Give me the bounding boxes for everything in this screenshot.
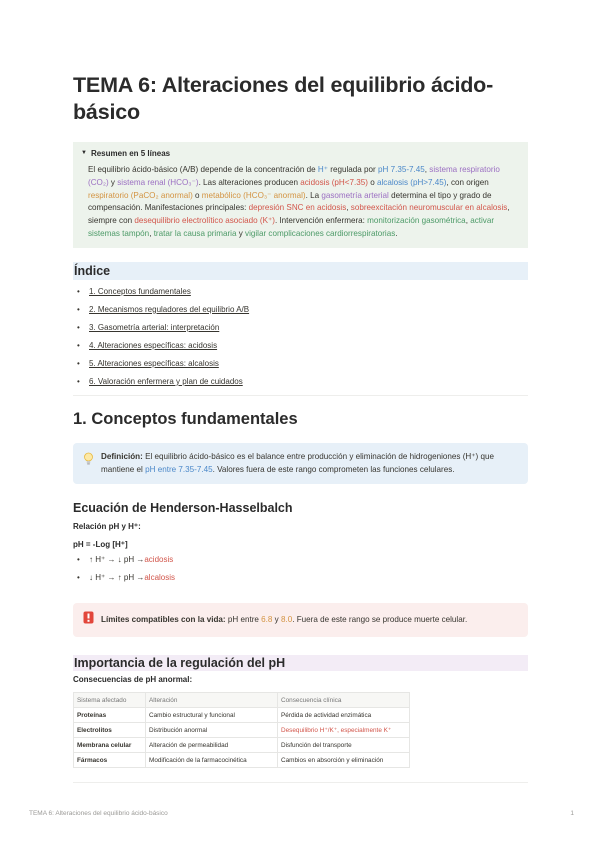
consequences-table [73, 692, 410, 768]
table-cell: Disfunción del transporte [278, 738, 410, 753]
index-list [73, 285, 528, 393]
limits-text-part: y [272, 614, 281, 624]
definition-highlight: pH entre 7.35-7.45 [145, 464, 213, 474]
summary-segment: pH 7.35-7.45 [378, 165, 425, 174]
alert-icon [83, 611, 101, 629]
list-item-accent: alcalosis [144, 573, 176, 583]
summary-segment: . La [305, 190, 322, 200]
summary-segment: gasometría arterial [321, 190, 389, 200]
definition-label: Definición: [101, 451, 143, 461]
definition-callout [73, 443, 528, 485]
summary-heading: Resumen en 5 líneas [90, 148, 171, 158]
col-header: Consecuencia clínica [278, 693, 410, 708]
summary-segment: , [149, 228, 154, 238]
importance-heading: Importancia de la regulación del pH [73, 655, 528, 671]
index-item[interactable] [77, 375, 528, 393]
limits-value-min: 6.8 [261, 614, 273, 624]
list-item-text: ↑ H⁺ → ↓ pH → [89, 555, 145, 565]
table-cell: Membrana celular [74, 738, 146, 753]
summary-segment: desequilibrio electrolítico asociado (K⁺) [134, 216, 275, 226]
summary-segment: vigilar complicaciones cardiorrespiratorias [245, 228, 396, 238]
list-item [77, 555, 528, 573]
summary-segment: sobreexcitación neuromuscular en alcalosis [350, 203, 508, 213]
table-cell: Cambios en absorción y eliminación [278, 753, 410, 768]
document-page [73, 72, 528, 783]
bullet-icon: • [77, 286, 80, 296]
bullet-icon: • [77, 304, 80, 314]
summary-segment: depresión SNC en acidosis [248, 203, 347, 213]
table-row [74, 738, 410, 753]
table-cell: Proteínas [74, 708, 146, 723]
summary-segment: . [395, 228, 398, 238]
index-heading: Índice [73, 262, 528, 280]
index-link[interactable]: 6. Valoración enfermera y plan de cuidados [89, 376, 243, 386]
hh-heading: Ecuación de Henderson-Hasselbalch [73, 501, 293, 516]
list-item-text: ↓ H⁺ → ↑ pH → [89, 573, 145, 583]
index-item[interactable] [77, 357, 528, 375]
table-cell: Desequilibrio H⁺/K⁺, especialmente K⁺ [278, 723, 410, 738]
summary-segment: o [192, 190, 202, 200]
summary-segment: tratar la causa primaria [153, 228, 237, 238]
bullet-icon: • [77, 322, 80, 332]
index-link[interactable]: 2. Mecanismos reguladores del equilibrio A/B [89, 304, 250, 314]
hh-bullets [73, 555, 528, 591]
summary-segment: . Intervención enfermera: [274, 216, 368, 226]
footer-title: TEMA 6: Alteraciones del equilibrio ácido-básico [29, 810, 168, 817]
limits-text-part: pH entre [225, 614, 262, 624]
limits-callout [73, 603, 528, 637]
summary-segment: regulada por [328, 165, 378, 174]
divider [73, 395, 528, 396]
summary-segment: sistema renal (HCO₃⁻) [117, 177, 199, 187]
summary-segment: , con origen [446, 177, 489, 187]
table-cell: Modificación de la farmacocinética [146, 753, 278, 768]
index-link[interactable]: 5. Alteraciones específicas: alcalosis [89, 358, 219, 368]
table-row [74, 708, 410, 723]
table-cell: Fármacos [74, 753, 146, 768]
summary-segment: . Las alteraciones producen [198, 177, 301, 187]
bullet-icon: • [77, 358, 80, 368]
definition-text-part: El equilibrio ácido-básico es el balance entre producción y eliminación de hidrogeniones (H⁺) que mantiene el [101, 451, 494, 474]
limits-text [101, 614, 467, 627]
lightbulb-icon [83, 451, 101, 477]
summary-segment: y [236, 228, 246, 238]
divider [73, 782, 528, 783]
summary-segment: determina el tipo y grado de compensación. Manifestaciones principales: [88, 190, 492, 213]
table-cell: Pérdida de actividad enzimática [278, 708, 410, 723]
table-row [74, 723, 410, 738]
summary-segment: , siempre con [88, 203, 510, 226]
summary-text [81, 164, 520, 241]
table-row [74, 753, 410, 768]
triangle-down-icon[interactable]: ▼ [81, 150, 87, 156]
list-item [77, 573, 528, 591]
summary-segment: o [367, 177, 377, 187]
col-header: Alteración [146, 693, 278, 708]
limits-label: Límites compatibles con la vida: [101, 614, 226, 624]
summary-segment: , [424, 165, 430, 174]
index-link[interactable]: 1. Conceptos fundamentales [89, 286, 191, 296]
bullet-icon: • [77, 340, 80, 350]
table-cell: Cambio estructural y funcional [146, 708, 278, 723]
index-item[interactable] [77, 285, 528, 303]
index-item[interactable] [77, 339, 528, 357]
summary-segment: metabólico (HCO₃⁻ anormal) [201, 190, 306, 200]
list-item-accent: acidosis [144, 555, 174, 565]
section-heading: 1. Conceptos fundamentales [73, 409, 298, 428]
summary-segment: monitorización gasométrica [367, 216, 466, 226]
table-cell: Alteración de permeabilidad [146, 738, 278, 753]
relation-label: Relación pH y H⁺: [73, 522, 141, 532]
definition-text-part: . Valores fuera de este rango comprometen las funciones celulares. [212, 464, 455, 474]
summary-segment: y [108, 177, 118, 187]
summary-segment: acidosis (pH<7.35) [300, 177, 368, 187]
index-item[interactable] [77, 303, 528, 321]
summary-segment: , [346, 203, 351, 213]
summary-toggle-header[interactable] [81, 147, 520, 159]
limits-text-part: . Fuera de este rango se produce muerte celular. [292, 614, 468, 624]
limits-value-max: 8.0 [280, 614, 293, 624]
summary-segment: El equilibrio ácido-básico (A/B) depende de la concentración de [88, 165, 318, 174]
summary-segment: activar sistemas tampón [88, 216, 495, 238]
summary-segment: H⁺ [317, 165, 329, 174]
page-title: TEMA 6: Alteraciones del equilibrio ácido-básico [73, 73, 494, 124]
summary-segment: alcalosis (pH>7.45) [376, 177, 447, 187]
summary-segment: , [465, 216, 471, 226]
importance-subheading: Consecuencias de pH anormal: [73, 675, 193, 685]
summary-toggle[interactable] [73, 142, 528, 248]
page-footer [29, 810, 574, 817]
col-header: Sistema afectado [74, 693, 146, 708]
summary-segment: sistema respiratorio (CO₂) [88, 165, 500, 187]
table-cell: Electrolitos [74, 723, 146, 738]
index-link[interactable]: 4. Alteraciones específicas: acidosis [89, 340, 218, 350]
ph-formula: pH = -Log [H⁺] [73, 540, 128, 550]
index-item[interactable] [77, 321, 528, 339]
index-link[interactable]: 3. Gasometría arterial: interpretación [89, 322, 220, 332]
bullet-icon: • [77, 555, 80, 565]
summary-segment: respiratorio (PaCO₂ anormal) [88, 190, 193, 200]
bullet-icon: • [77, 573, 80, 583]
page-number: 1 [570, 810, 574, 817]
definition-text [101, 451, 518, 477]
table-header-row [74, 693, 410, 708]
bullet-icon: • [77, 376, 80, 386]
table-cell: Distribución anormal [146, 723, 278, 738]
